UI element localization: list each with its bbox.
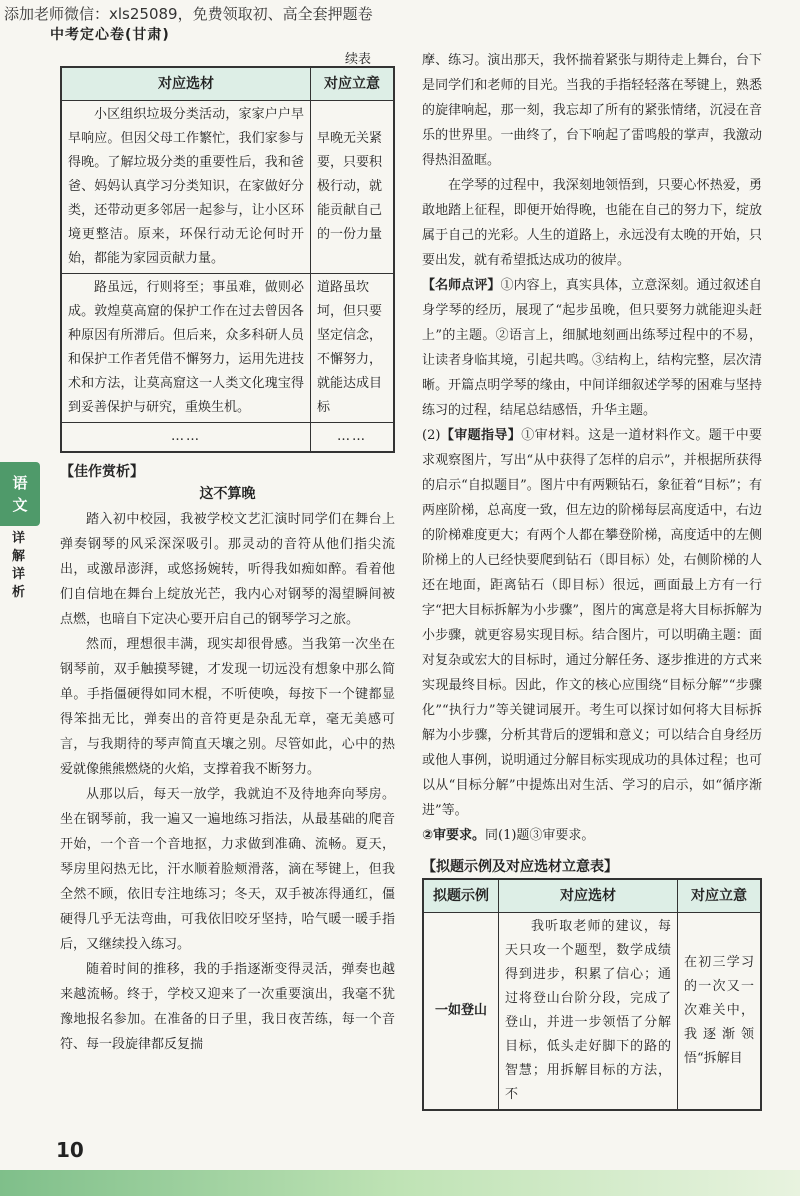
essay-paragraph: 随着时间的推移，我的手指逐渐变得灵活，弹奏也越来越流畅。终于，学校又迎来了一次重要演出，我毫不犹豫地报名参加。在准备的日子里，我日夜苦练，每一个音符、每一段旋律都反复揣 — [60, 962, 395, 1052]
essay-paragraph: 从那以后，每天一放学，我就迫不及待地奔向琴房。坐在钢琴前，我一遍又一遍地练习指法，从最基础的爬音开始，一个音一个音地抠，力求做到准确、流畅。夏天，琴房里闷热无比，汗水顺着脸颊滑落，滴在琴键上，但我全然不顾，依旧专注地练习；冬天，双手被冻得通红，僵硬得几乎无法弯曲，可我依旧咬牙坚持，哈气暖一暖手指后，又继续投入练习。 — [60, 787, 395, 952]
table-row — [61, 101, 394, 274]
essay-title: 这不算晚 — [199, 486, 256, 502]
subject-tab — [0, 462, 40, 526]
example-title-cell: 一如登山 — [423, 913, 499, 1111]
table-row — [61, 423, 394, 453]
watermark-text: 添加老师微信：xls25089，免费领取初、高全套押题卷 — [4, 5, 373, 23]
left-column — [60, 48, 395, 1057]
bottom-decor-bar — [0, 1170, 800, 1196]
ellipsis-cell: …… — [311, 423, 395, 453]
guide-number: (2) — [422, 428, 441, 443]
series-title: 中考定心卷(甘肃) — [50, 27, 170, 43]
essay-paragraph: 然而，理想很丰满，现实却很骨感。当我第一次坐在钢琴前，双手触摸琴键，才发现一切远没有想象中那么简单。手指僵硬得如同木棍，不听使唤，每按下一个键都显得笨拙无比，弹奏出的音符更是杂乱无章，毫无美感可言，与我期待的琴声简直天壤之别。尽管如此，心中的热爱就像熊熊燃烧的火焰，支撑着我不断努力。 — [60, 637, 395, 777]
page-number: 10 — [56, 1138, 84, 1162]
requirement-section — [422, 823, 762, 848]
table-header-material: 对应选材 — [499, 879, 678, 913]
table-header-theme: 对应立意 — [311, 67, 395, 101]
guide-section — [422, 423, 762, 823]
essay-paragraph: 在学琴的过程中，我深刻地领悟到，只要心怀热爱，勇敢地踏上征程，即便开始得晚，也能在自己的努力下，绽放属于自己的光彩。人生的道路上，永远没有太晚的开始，只要出发，就有希望抵达成功的彼岸。 — [422, 178, 762, 268]
guide-label: 【审题指导】 — [440, 428, 522, 443]
subject-char: 语 — [12, 474, 28, 492]
table-row — [423, 913, 761, 1111]
continued-label: 续表 — [344, 52, 371, 67]
comment-label: 【名师点评】 — [422, 278, 501, 293]
theme-cell: 道路虽坎坷，但只要坚定信念，不懈努力，就能达成目标 — [311, 274, 395, 423]
example-table — [422, 878, 762, 1111]
guide-text: ①审材料。这是一道材料作文。题干中要求观察图片，写出“从中获得了怎样的启示”，并根据所获得的启示“自拟题目”。图片中有两颗钻石，象征着“目标”；有两座阶梯，总高度一致，但左边的阶梯每层高度适中，右边的阶梯难度更大；有两个人都在攀登阶梯，高度适中的左侧阶梯上的人已经快要爬到钻石（即目标）处，右侧阶梯的人还在地面，距离钻石（即目标）很远，画面最上方有一行字“把大目标拆解为小步骤”，图片的寓意是将大目标拆解为小步骤，就更容易实现目标。结合图片，可以明确主题：面对复杂或宏大的目标时，通过分解任务、逐步推进的方式来实现最终目标。因此，作文的核心应围绕“目标分解”“步骤化”“执行力”等关键词展开。考生可以探讨如何将大目标拆解为小步骤，分析其背后的逻辑和意义；可以结合自身经历或他人事例，说明通过分解目标实现成功的具体过程；也可以从“目标分解”中提炼出对生活、学习的启示，如“循序渐进”等。 — [422, 428, 762, 818]
material-cell: 我听取老师的建议，每天只攻一个题型，数学成绩得到进步，积累了信心；通过将登山台阶分段，完成了登山，并进一步领悟了分解目标，低头走好脚下的路的智慧；用拆解目标的方法，不 — [499, 913, 678, 1111]
right-column — [422, 48, 762, 1111]
material-cell: 路虽远，行则将至；事虽难，做则必成。敦煌莫高窟的保护工作在过去曾因各种原因有所滞后。但后来，众多科研人员和保护工作者凭借不懈努力，运用先进技术和方法，让莫高窟这一人类文化瑰宝得到妥善保护与研究，重焕生机。 — [61, 274, 311, 423]
table-header-theme: 对应立意 — [678, 879, 762, 913]
table-header-material: 对应选材 — [61, 67, 311, 101]
essay-paragraph-continued: 摩、练习。演出那天，我怀揣着紧张与期待走上舞台，台下是同学们和老师的目光。当我的手指轻轻落在琴键上，熟悉的旋律响起，那一刻，我忘却了所有的紧张情绪，沉浸在音乐的世界里。一曲终了，台下响起了雷鸣般的掌声，我激动得热泪盈眶。 — [422, 53, 762, 168]
teacher-comment — [422, 273, 762, 423]
appreciation-heading: 【佳作赏析】 — [60, 464, 144, 480]
table-header-title: 拟题示例 — [423, 879, 499, 913]
essay-paragraph: 踏入初中校园，我被学校文艺汇演时同学们在舞台上弹奏钢琴的风采深深吸引。那灵动的音符从他们指尖流出，或激昂澎湃，或悠扬婉转，听得我如痴如醉。看着他们自信地在舞台上绽放光芒，我内心对钢琴的渴望瞬间被点燃，也暗自下定决心要开启自己的钢琴学习之旅。 — [60, 512, 395, 627]
requirement-text: 同(1)题③审要求。 — [485, 828, 595, 843]
theme-cell: 早晚无关紧要，只要积极行动，就能贡献自己的一份力量 — [311, 101, 395, 274]
table-row — [61, 274, 394, 423]
requirement-label: ②审要求。 — [422, 828, 486, 843]
theme-cell: 在初三学习的一次又一次难关中，我逐渐领悟“拆解目 — [678, 913, 762, 1111]
subject-char: 文 — [12, 496, 28, 514]
material-table — [60, 66, 395, 453]
comment-text: ①内容上，真实具体，立意深刻。通过叙述自身学琴的经历，展现了“起步虽晚，但只要努力就能迎头赶上”的主题。②语言上，细腻地刻画出练琴过程中的不易，让读者身临其境，引起共鸣。③结构上，结构完整，层次清晰。开篇点明学琴的缘由，中间详细叙述学琴的困难与坚持练习的过程，结尾总结感悟，升华主题。 — [422, 278, 762, 418]
ellipsis-cell: …… — [61, 423, 311, 453]
material-cell: 小区组织垃圾分类活动，家家户户早早响应。但因父母工作繁忙，我们家参与得晚。了解垃圾分类的重要性后，我和爸爸、妈妈认真学习分类知识，在家做好分类，还带动更多邻居一起参与，让小区环境更整洁。原来，环保行动无论何时开始，都能为家园贡献力量。 — [61, 101, 311, 274]
example-table-heading: 【拟题示例及对应选材立意表】 — [422, 859, 618, 875]
sidebar-vertical-label: 详解详析 — [12, 531, 26, 600]
